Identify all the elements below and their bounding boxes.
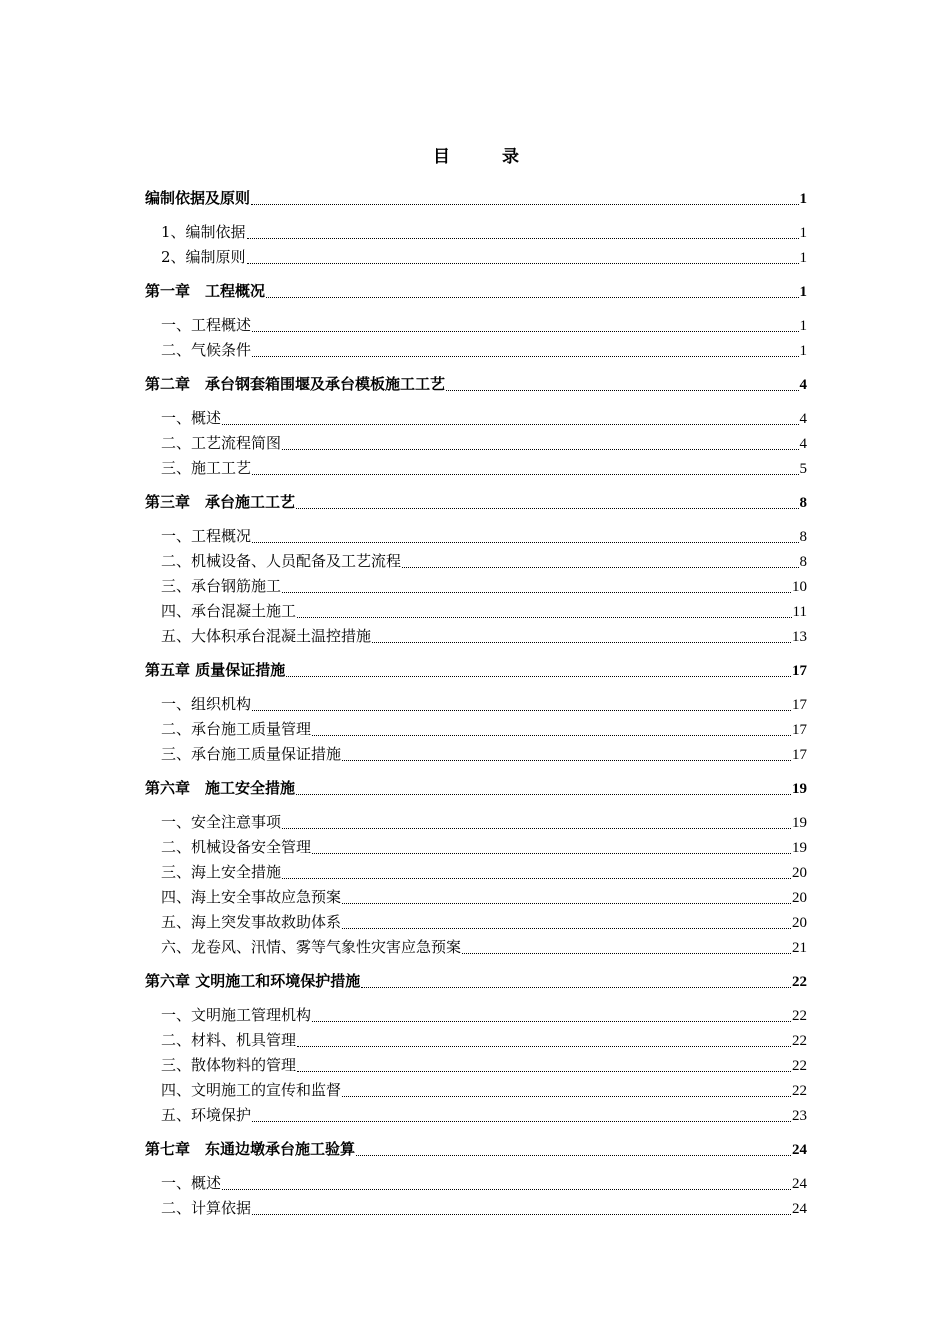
- toc-chapter-entry[interactable]: [145, 372, 807, 397]
- toc-section-entry[interactable]: [145, 624, 807, 649]
- toc-section-entry[interactable]: [145, 1196, 807, 1221]
- toc-page-number: 22: [792, 1033, 807, 1049]
- toc-page-number: 24: [792, 1176, 807, 1192]
- toc-page-number: 1: [799, 284, 807, 300]
- toc-entry-text: 编制依据及原则: [145, 189, 251, 207]
- toc-dot-leader: [372, 642, 791, 643]
- toc-page-number: 8: [799, 554, 807, 570]
- toc-title-char-1: 目: [433, 147, 450, 167]
- toc-page-number: 4: [799, 411, 807, 427]
- toc-entry-text: 第五章 质量保证措施: [145, 661, 286, 679]
- toc-section-entry[interactable]: [145, 885, 807, 910]
- toc-entry-text: 三、承台施工质量保证措施: [161, 745, 342, 763]
- toc-section-entry[interactable]: [145, 1171, 807, 1196]
- toc-dot-leader: [251, 204, 798, 205]
- toc-dot-leader: [282, 592, 791, 593]
- toc-page-number: 1: [799, 250, 807, 266]
- toc-page-number: 1: [799, 225, 807, 241]
- toc-dot-leader: [252, 474, 798, 475]
- toc-entry-text: 一、安全注意事项: [161, 813, 282, 831]
- toc-entry-text: 二、计算依据: [161, 1199, 252, 1217]
- toc-page-number: 24: [792, 1201, 807, 1217]
- toc-entry-text: 一、文明施工管理机构: [161, 1006, 312, 1024]
- toc-page-number: 13: [792, 629, 807, 645]
- toc-page-number: 24: [792, 1142, 807, 1158]
- toc-page-number: 20: [792, 890, 807, 906]
- toc-entry-text: 三、海上安全措施: [161, 863, 282, 881]
- toc-page-number: 21: [792, 940, 807, 956]
- toc-entry-text: 第六章 文明施工和环境保护措施: [145, 972, 361, 990]
- toc-chapter-entry[interactable]: [145, 776, 807, 801]
- toc-dot-leader: [282, 878, 791, 879]
- toc-entry-text: 五、大体积承台混凝土温控措施: [161, 627, 372, 645]
- toc-section-entry[interactable]: [145, 1103, 807, 1128]
- toc-dot-leader: [462, 953, 791, 954]
- toc-dot-leader: [252, 542, 798, 543]
- toc-section-entry[interactable]: [145, 910, 807, 935]
- toc-section-entry[interactable]: [145, 431, 807, 456]
- toc-section-entry[interactable]: [145, 220, 807, 245]
- toc-dot-leader: [252, 1121, 791, 1122]
- toc-page-number: 8: [799, 529, 807, 545]
- toc-page-number: 4: [799, 436, 807, 452]
- toc-entry-text: 三、承台钢筋施工: [161, 577, 282, 595]
- toc-page-number: 4: [799, 377, 807, 393]
- toc-chapter-entry[interactable]: [145, 279, 807, 304]
- toc-section-entry[interactable]: [145, 1028, 807, 1053]
- toc-entry-text: 二、机械设备安全管理: [161, 838, 312, 856]
- toc-dot-leader: [402, 567, 798, 568]
- toc-page-number: 10: [792, 579, 807, 595]
- toc-page-number: 22: [792, 1058, 807, 1074]
- toc-section-entry[interactable]: [145, 1003, 807, 1028]
- toc-section-entry[interactable]: [145, 835, 807, 860]
- toc-chapter-entry[interactable]: [145, 658, 807, 683]
- toc-dot-leader: [356, 1155, 791, 1156]
- toc-page-number: 23: [792, 1108, 807, 1124]
- toc-entry-text: 三、施工工艺: [161, 459, 252, 477]
- toc-dot-leader: [252, 331, 798, 332]
- toc-page-number: 5: [799, 461, 807, 477]
- toc-entry-text: 二、气候条件: [161, 341, 252, 359]
- toc-entry-text: 1、编制依据: [161, 223, 246, 241]
- toc-dot-leader: [252, 356, 798, 357]
- toc-dot-leader: [312, 1021, 791, 1022]
- toc-section-entry[interactable]: [145, 717, 807, 742]
- toc-section-entry[interactable]: [145, 574, 807, 599]
- toc-dot-leader: [342, 1096, 791, 1097]
- toc-section-entry[interactable]: [145, 860, 807, 885]
- toc-entry-text: 四、海上安全事故应急预案: [161, 888, 342, 906]
- toc-page-number: 17: [792, 747, 807, 763]
- toc-entry-text: 第一章 工程概况: [145, 282, 266, 300]
- toc-section-entry[interactable]: [145, 935, 807, 960]
- toc-entry-text: 第三章 承台施工工艺: [145, 493, 296, 511]
- toc-page-number: 1: [799, 318, 807, 334]
- toc-entries: [145, 186, 807, 1221]
- toc-page-number: 8: [799, 495, 807, 511]
- toc-entry-text: 五、海上突发事故救助体系: [161, 913, 342, 931]
- toc-dot-leader: [297, 617, 792, 618]
- toc-entry-text: 一、组织机构: [161, 695, 252, 713]
- toc-page-number: 22: [792, 974, 807, 990]
- toc-entry-text: 2、编制原则: [161, 248, 246, 266]
- toc-title-char-2: 录: [502, 147, 519, 167]
- toc-entry-text: 四、文明施工的宣传和监督: [161, 1081, 342, 1099]
- toc-dot-leader: [286, 676, 791, 677]
- toc-entry-text: 二、工艺流程简图: [161, 434, 282, 452]
- toc-page-number: 20: [792, 865, 807, 881]
- toc-dot-leader: [266, 297, 798, 298]
- toc-section-entry[interactable]: [145, 742, 807, 767]
- toc-entry-text: 第二章 承台钢套箱围堰及承台模板施工工艺: [145, 375, 446, 393]
- toc-dot-leader: [252, 710, 791, 711]
- toc-entry-text: 一、概述: [161, 409, 222, 427]
- toc-title: [145, 142, 807, 167]
- toc-dot-leader: [342, 903, 791, 904]
- toc-entry-text: 第七章 东通边墩承台施工验算: [145, 1140, 356, 1158]
- toc-section-entry[interactable]: [145, 245, 807, 270]
- toc-section-entry[interactable]: [145, 1053, 807, 1078]
- toc-section-entry[interactable]: [145, 549, 807, 574]
- toc-section-entry[interactable]: [145, 599, 807, 624]
- toc-page-number: 22: [792, 1008, 807, 1024]
- toc-entry-text: 五、环境保护: [161, 1106, 252, 1124]
- toc-dot-leader: [296, 508, 798, 509]
- toc-dot-leader: [297, 1046, 791, 1047]
- toc-chapter-entry[interactable]: [145, 490, 807, 515]
- toc-page-number: 20: [792, 915, 807, 931]
- toc-page-number: 19: [792, 840, 807, 856]
- toc-entry-text: 一、工程概述: [161, 316, 252, 334]
- toc-entry-text: 六、龙卷风、汛情、雾等气象性灾害应急预案: [161, 938, 462, 956]
- toc-entry-text: 第六章 施工安全措施: [145, 779, 296, 797]
- toc-dot-leader: [446, 390, 798, 391]
- toc-dot-leader: [342, 928, 791, 929]
- toc-entry-text: 一、工程概况: [161, 527, 252, 545]
- toc-section-entry[interactable]: [145, 456, 807, 481]
- toc-page-number: 17: [792, 663, 807, 679]
- toc-entry-text: 三、散体物料的管理: [161, 1056, 297, 1074]
- toc-dot-leader: [361, 987, 791, 988]
- toc-section-entry[interactable]: [145, 313, 807, 338]
- toc-page-number: 1: [799, 343, 807, 359]
- toc-page-number: 17: [792, 722, 807, 738]
- toc-dot-leader: [312, 853, 791, 854]
- toc-entry-text: 一、概述: [161, 1174, 222, 1192]
- toc-page-number: 11: [792, 604, 807, 620]
- toc-dot-leader: [282, 828, 791, 829]
- toc-chapter-entry[interactable]: [145, 969, 807, 994]
- toc-dot-leader: [312, 735, 791, 736]
- toc-entry-text: 二、机械设备、人员配备及工艺流程: [161, 552, 402, 570]
- toc-dot-leader: [252, 1214, 791, 1215]
- toc-section-entry[interactable]: [145, 406, 807, 431]
- toc-section-entry[interactable]: [145, 810, 807, 835]
- toc-chapter-entry[interactable]: [145, 186, 807, 211]
- toc-dot-leader: [222, 424, 798, 425]
- toc-page-number: 17: [792, 697, 807, 713]
- toc-page-number: 22: [792, 1083, 807, 1099]
- toc-entry-text: 四、承台混凝土施工: [161, 602, 297, 620]
- toc-dot-leader: [297, 1071, 791, 1072]
- toc-dot-leader: [222, 1189, 791, 1190]
- toc-section-entry[interactable]: [145, 692, 807, 717]
- toc-section-entry[interactable]: [145, 524, 807, 549]
- toc-page-number: 19: [792, 781, 807, 797]
- toc-page-number: 1: [799, 191, 807, 207]
- toc-dot-leader: [247, 263, 799, 264]
- toc-chapter-entry[interactable]: [145, 1137, 807, 1162]
- toc-entry-text: 二、承台施工质量管理: [161, 720, 312, 738]
- toc-section-entry[interactable]: [145, 1078, 807, 1103]
- toc-dot-leader: [282, 449, 798, 450]
- toc-section-entry[interactable]: [145, 338, 807, 363]
- toc-page-number: 19: [792, 815, 807, 831]
- toc-entry-text: 二、材料、机具管理: [161, 1031, 297, 1049]
- toc-dot-leader: [296, 794, 791, 795]
- toc-dot-leader: [247, 238, 799, 239]
- toc-dot-leader: [342, 760, 791, 761]
